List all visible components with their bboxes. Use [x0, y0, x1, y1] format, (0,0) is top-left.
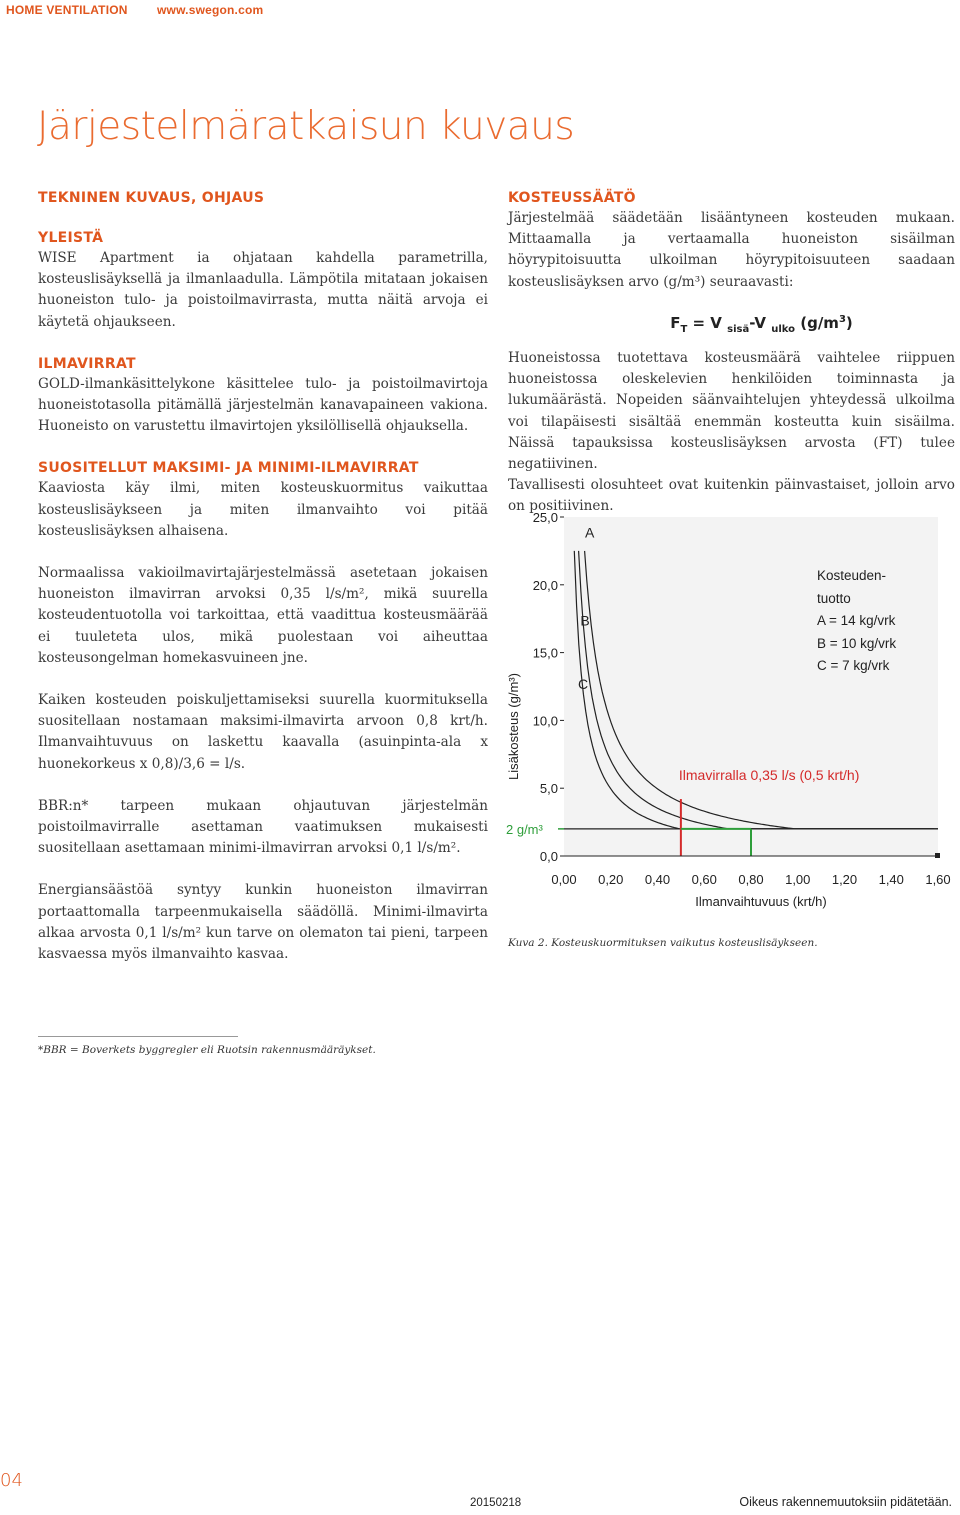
humidity-formula: $F_T = V$ $_{sisä}$-V $_{ulko}$ $(g/m^3)$	[670, 313, 853, 335]
y-tick-label: 25,0	[532, 510, 558, 525]
legend-title: Kosteuden- tuotto	[817, 568, 887, 606]
paragraph-suositellut-5: Energiansäästöä syntyy kunkin huoneiston ilmavirran portaattomalla tarpeenmukaisella säädöllä. Minimi-ilmavirta alkaa arvosta 0,1 l/s/m² kun tarve on olematon tai pieni, tarpeen kasvaessa myös ilmanvaihto kasvaa.	[38, 882, 488, 963]
curve-label-c: C	[578, 676, 589, 693]
section-heading-technical: TEKNINEN KUVAUS, OHJAUS	[38, 190, 265, 206]
page-title: Järjestelmäratkaisun kuvaus	[37, 104, 575, 149]
page-number: 04	[0, 1470, 23, 1491]
footer-date: 20150218	[470, 1497, 522, 1509]
paragraph-suositellut-4: BBR:n* tarpeen mukaan ohjautuvan järjestelmän poistoilmavirralle asettaman vaatimuksen mukaisesti suositellaan asettamaan minimi-ilmavirran arvoksi 0,1 l/s/m².	[38, 797, 488, 857]
curve-label-b: B	[580, 612, 590, 629]
x-tick-label: 0,00	[551, 872, 577, 887]
x-tick-label: 0,80	[738, 872, 764, 887]
footnote-divider	[38, 1036, 238, 1037]
paragraph-suositellut-1: Kaaviosta käy ilmi, miten kosteuskuormitus vaikuttaa kosteuslisäykseen ja miten ilmanvaihto voi pitää kosteuslisäyksen alhaisena.	[38, 480, 488, 539]
website-link[interactable]: www.swegon.com	[157, 3, 264, 17]
x-axis-title: Ilmanvaihtuvuus (krt/h)	[695, 894, 827, 909]
axis-end-marker	[935, 853, 940, 858]
x-tick-label: 1,20	[831, 872, 858, 887]
x-tick-label: 0,20	[598, 872, 624, 887]
legend-item-a: A = 14 kg/vrk	[817, 613, 896, 628]
chart-legend	[817, 565, 896, 678]
x-tick-label: 1,00	[785, 872, 811, 887]
threshold-label: 2 g/m³	[506, 821, 543, 837]
x-tick-label: 0,60	[691, 872, 717, 887]
top-header	[0, 0, 960, 22]
x-tick-label: 0,40	[644, 872, 671, 887]
paragraph-suositellut-2: Normaalissa vakioilmavirtajärjestelmässä asetetaan jokaisen huoneiston ilmavirran arvoksi 0,35 l/s/m², mikä suurella kosteudentuotolla voi tarkoittaa, että vaadittua kosteusmäärää ei tuuleteta ulos, mikä puolestaan voi aiheuttaa kosteusongelman homekasvuineen jne.	[38, 565, 488, 666]
humidity-chart	[500, 505, 960, 915]
paragraph-kosteussaato-2: Huoneistossa tuotettava kosteusmäärä vaihtelee riippuen huoneistossa oleskelevien henkilöiden toiminnasta ja lukumäärästä. Nopeiden säänvaihtelujen yhteydessä ulkoilma voi tilapäisesti sisältää enemmän kosteutta kuin sisäilma. Näissä tapauksissa kosteuslisäyksen arvosta (FT) tulee negatiivinen.	[508, 350, 955, 473]
brand-label: HOME VENTILATION	[6, 3, 128, 17]
right-column	[508, 188, 955, 518]
paragraph-kosteussaato-3: Tavallisesti olosuhteet ovat kuitenkin päinvastaiset, jolloin arvo on positiivinen.	[508, 477, 955, 515]
paragraph-kosteussaato-1: Järjestelmää säädetään lisääntyneen kosteuden mukaan. Mittaamalla ja vertaamalla huoneiston sisäilman höyrypitoisuutta ulkoilman höyrypitoisuuteen saadaan kosteuslisäyksen arvo (g/m³) seuraavasti:	[508, 210, 955, 290]
paragraph-ilmavirrat: GOLD-ilmankäsittelykone käsittelee tulo- ja poistoilmavirtoja huoneistotasolla pitämällä järjestelmän kanavapaineen vakiona. Huoneisto on varustettu ilmavirtojen yksilöllisellä ohjauksella.	[38, 375, 488, 435]
figure-caption: Kuva 2. Kosteuskuormituksen vaikutus kosteuslisäykseen.	[508, 937, 818, 949]
y-tick-label: 10,0	[532, 713, 558, 729]
y-axis-title: Lisäkosteus (g/m³)	[506, 673, 521, 780]
paragraph-yleista: WISE Apartment ia ohjataan kahdella parametrilla, kosteuslisäyksellä ja ilmanlaadulla. Lämpötila mitataan jokaisen huoneiston tulo- ja poistoilmavirrasta, mutta näitä arvoja ei käytetä ohjaukseen.	[38, 250, 488, 330]
y-tick-label: 0,0	[539, 849, 558, 864]
left-column	[38, 188, 488, 965]
curve-label-a: A	[585, 524, 595, 541]
legend-item-b: B = 10 kg/vrk	[817, 635, 897, 651]
airflow-label: Ilmavirralla 0,35 l/s (0,5 krt/h)	[678, 767, 860, 784]
y-tick-label: 5,0	[539, 781, 558, 797]
y-tick-label: 20,0	[532, 577, 558, 593]
heading-suositellut: SUOSITELLUT MAKSIMI- JA MINIMI-ILMAVIRRAT	[38, 460, 419, 477]
y-tick-label: 15,0	[532, 645, 558, 661]
heading-kosteussaato: KOSTEUSSÄÄTÖ	[508, 190, 636, 206]
footer-note: Oikeus rakennemuutoksiin pidätetään.	[739, 1495, 952, 1509]
footnote: *BBR = Boverkets byggregler eli Ruotsin rakennusmääräykset.	[38, 1044, 376, 1056]
legend-item-c: C = 7 kg/vrk	[817, 658, 890, 673]
heading-yleista: YLEISTÄ	[38, 230, 104, 246]
x-tick-label: 1,60	[925, 872, 951, 887]
paragraph-suositellut-3: Kaiken kosteuden poiskuljettamiseksi suurella kuormituksella suositellaan nostamaan maksimi-ilmavirta arvoon 0,8 krt/h. Ilmanvaihtuvuus on laskettu kaavalla (asuinpinta-ala x huonekorkeus x 0,8)/3,6 = l/s.	[38, 692, 488, 772]
heading-ilmavirrat: ILMAVIRRAT	[38, 355, 136, 372]
x-tick-label: 1,40	[878, 872, 904, 887]
